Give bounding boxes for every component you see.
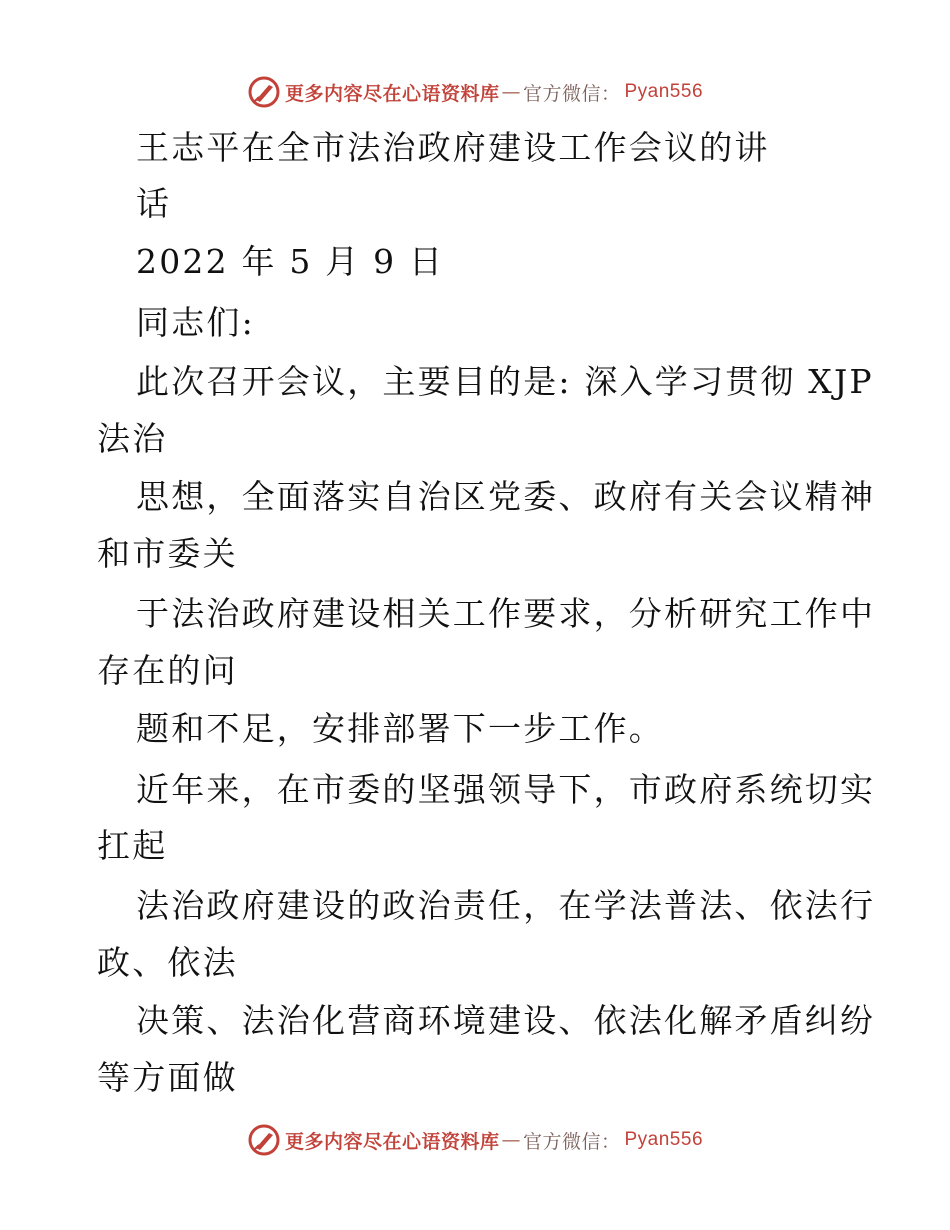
watermark-separator: — [501, 1129, 521, 1151]
paragraph-line: 扛起 [97, 826, 168, 865]
paragraph-line: 和市委关 [97, 534, 238, 573]
document-title-line-2: 话 [136, 184, 172, 223]
paragraph-line: 思想，全面落实自治区党委、政府有关会议精神 [136, 477, 876, 516]
paragraph-line: 政、依法 [97, 943, 238, 982]
watermark-banner-bottom [0, 1120, 950, 1160]
paragraph-line: 此次召开会议，主要目的是: 深入学习贯彻 XJP [136, 362, 874, 401]
watermark-wechat-id: Pyan556 [624, 81, 704, 102]
watermark-brand: 更多内容尽在心语资料库 [284, 82, 500, 105]
paragraph-line: 等方面做 [97, 1058, 238, 1097]
watermark-brand: 更多内容尽在心语资料库 [284, 1130, 500, 1153]
paragraph-line: 近年来，在市委的坚强领导下，市政府系统切实 [136, 770, 876, 809]
watermark-official-label: 官方微信： [522, 82, 621, 105]
quill-pen-logo-icon [247, 1123, 281, 1157]
document-title-line-1: 王志平在全市法治政府建设工作会议的讲 [136, 128, 770, 167]
watermark-wechat-id: Pyan556 [624, 1129, 704, 1150]
paragraph-line: 存在的问 [97, 651, 238, 690]
paragraph-line: 法治政府建设的政治责任，在学法普法、依法行 [136, 886, 876, 925]
watermark-official-label: 官方微信： [522, 1130, 621, 1153]
document-date: 2022 年 5 月 9 日 [136, 242, 445, 281]
quill-pen-logo-icon [247, 75, 281, 109]
paragraph-line: 题和不足，安排部署下一步工作。 [136, 709, 664, 748]
salutation: 同志们: [136, 303, 255, 342]
watermark-separator: — [501, 81, 521, 103]
paragraph-line: 法治 [97, 419, 168, 458]
watermark-banner-top [0, 72, 950, 112]
paragraph-line: 于法治政府建设相关工作要求，分析研究工作中 [136, 594, 876, 633]
paragraph-line: 决策、法治化营商环境建设、依法化解矛盾纠纷 [136, 1001, 876, 1040]
